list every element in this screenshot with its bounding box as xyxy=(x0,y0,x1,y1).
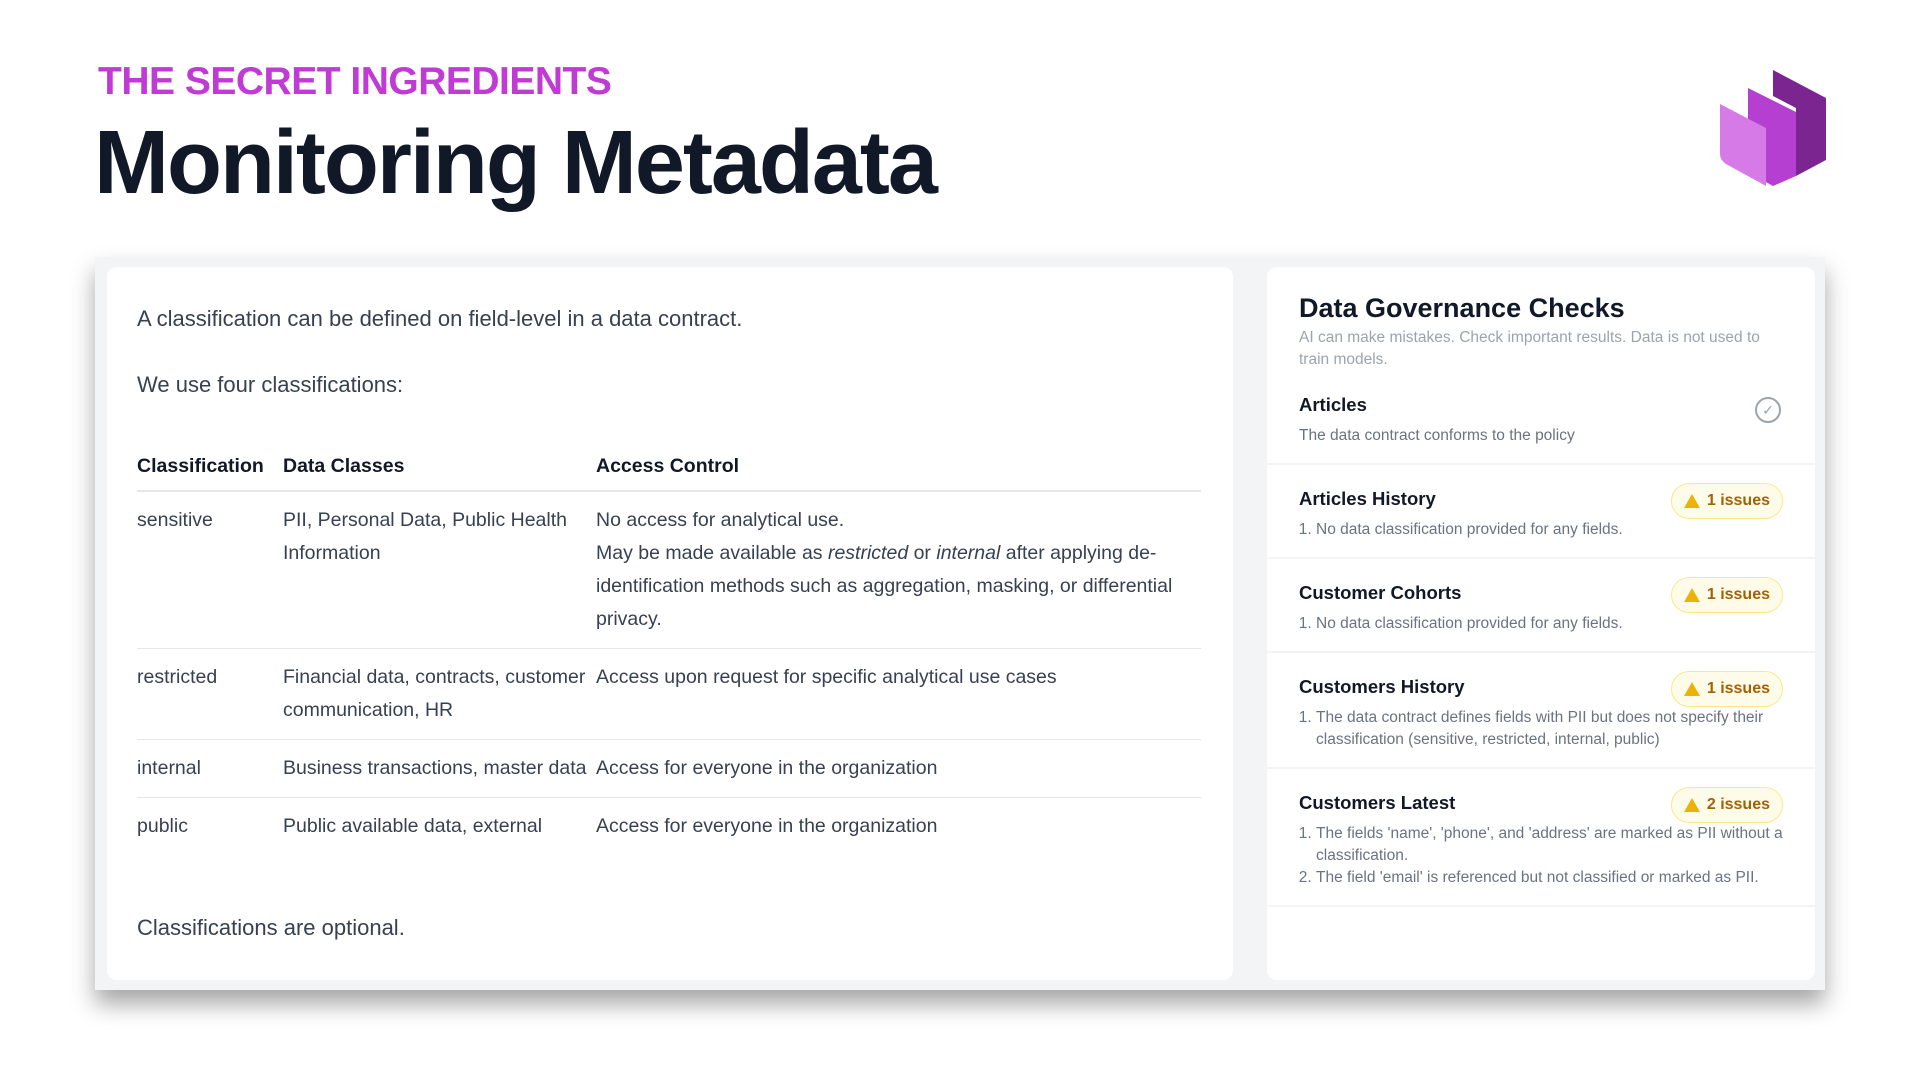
cell: restricted xyxy=(137,649,283,740)
text: May be made available as xyxy=(596,542,828,564)
column-header: Access Control xyxy=(596,443,1201,491)
issue: 2. The field 'email' is referenced but not classified or marked as PII. xyxy=(1316,867,1783,889)
content-panel xyxy=(95,257,1825,990)
table-row xyxy=(137,491,1201,649)
cell: PII, Personal Data, Public Health Information xyxy=(283,491,596,649)
governance-checks-card xyxy=(1267,267,1815,980)
issue: 1. No data classification provided for any fields. xyxy=(1316,613,1783,635)
footer-text: Classifications are optional. xyxy=(137,915,405,940)
section-kicker: THE SECRET INGREDIENTS xyxy=(98,60,612,103)
cell: Public available data, external xyxy=(283,815,543,837)
badge-label: 1 issues xyxy=(1706,680,1770,697)
badge-label: 1 issues xyxy=(1706,586,1770,603)
cell: Business transactions, master data xyxy=(283,740,596,798)
lead-text: We use four classifications: xyxy=(137,372,404,397)
logo-icon xyxy=(1718,68,1828,186)
text: after applying de-identification methods such as aggregation, masking, or differential privacy. xyxy=(596,542,1173,630)
table-row xyxy=(137,798,1201,856)
page-title: Monitoring Metadata xyxy=(94,113,936,213)
check-circle-icon: ✓ xyxy=(1755,397,1781,423)
check-item-articles[interactable] xyxy=(1267,371,1815,465)
badge-label: 1 issues xyxy=(1706,492,1770,509)
issue: 1. The data contract defines fields with PII but does not specify their classification (sensitive, restricted, internal, public) xyxy=(1316,707,1783,751)
warning-icon xyxy=(1684,588,1700,602)
warning-icon xyxy=(1684,494,1700,508)
classification-card xyxy=(107,267,1233,980)
badge-label: 2 issues xyxy=(1706,796,1770,813)
text: restricted xyxy=(827,542,909,564)
cell: Access for everyone in the organization xyxy=(596,815,938,837)
cell xyxy=(596,491,1201,649)
item-title: Customer Cohorts xyxy=(1299,582,1462,603)
item-title: Articles xyxy=(1299,394,1367,415)
check-item-customer-cohorts[interactable] xyxy=(1267,559,1815,653)
issue: 1. No data classification provided for any fields. xyxy=(1316,519,1783,541)
text: or xyxy=(908,542,937,564)
checks-disclaimer: AI can make mistakes. Check important results. Data is not used to train models. xyxy=(1299,329,1760,368)
cell: sensitive xyxy=(137,491,283,649)
cell: Access for everyone in the organization xyxy=(596,740,1201,798)
item-title: Articles History xyxy=(1299,488,1436,509)
issues-badge xyxy=(1671,671,1783,707)
access-line xyxy=(596,537,1201,636)
issues-badge xyxy=(1671,787,1783,823)
column-header: Classification xyxy=(137,443,283,491)
table-row xyxy=(137,740,1201,798)
check-item-customers-latest[interactable] xyxy=(1267,769,1815,907)
cell: internal xyxy=(137,740,283,798)
cell: Financial data, contracts, customer communication, HR xyxy=(283,649,596,740)
item-title: Customers History xyxy=(1299,676,1465,697)
warning-icon xyxy=(1684,682,1700,696)
issues-badge xyxy=(1671,577,1783,613)
cell: Access upon request for specific analytical use cases xyxy=(596,649,1201,740)
check-item-articles-history[interactable] xyxy=(1267,465,1815,559)
classification-table xyxy=(137,443,1201,855)
column-header: Data Classes xyxy=(283,443,596,491)
issue: 1. The fields 'name', 'phone', and 'address' are marked as PII without a classification. xyxy=(1316,823,1783,867)
check-item-customers-history[interactable] xyxy=(1267,653,1815,769)
warning-icon xyxy=(1684,798,1700,812)
item-title: Customers Latest xyxy=(1299,792,1456,813)
access-line: No access for analytical use. xyxy=(596,509,845,531)
checks-title: Data Governance Checks xyxy=(1299,293,1625,323)
text: internal xyxy=(936,542,1001,564)
item-desc: The data contract conforms to the policy xyxy=(1299,427,1575,444)
cell: public xyxy=(137,815,188,837)
issues-badge xyxy=(1671,483,1783,519)
intro-text: A classification can be defined on field-level in a data contract. xyxy=(137,306,743,331)
table-row xyxy=(137,649,1201,740)
